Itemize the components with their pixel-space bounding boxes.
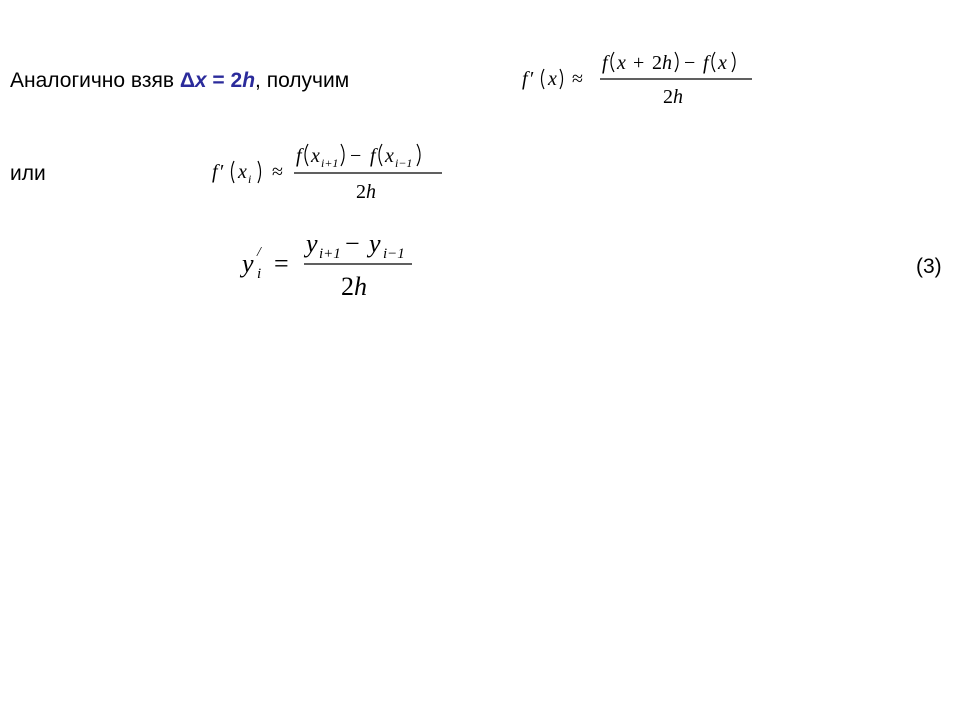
denominator-h: h bbox=[354, 272, 367, 301]
numerator-left-paren-1 bbox=[305, 144, 308, 166]
numerator-right-paren-1 bbox=[675, 52, 678, 72]
numerator-left-paren-2 bbox=[712, 52, 715, 72]
x-variable: x bbox=[238, 161, 247, 183]
numerator-left-paren-1 bbox=[611, 52, 614, 72]
numerator-subscript-1: i+1 bbox=[321, 156, 339, 170]
prime-symbol: ′ bbox=[530, 68, 535, 90]
lhs-y: y bbox=[242, 249, 254, 278]
delta-expression bbox=[180, 69, 255, 92]
numerator-plus: + bbox=[633, 52, 645, 74]
numerator-f1: f bbox=[602, 52, 608, 74]
denominator-two: 2 bbox=[341, 272, 354, 301]
numerator-right-paren-1 bbox=[341, 144, 344, 166]
x-argument: x bbox=[548, 68, 557, 90]
right-paren bbox=[560, 69, 563, 89]
numerator-subscript-2: i−1 bbox=[395, 156, 413, 170]
numerator-f2: f bbox=[370, 145, 376, 167]
numerator-x2: x bbox=[385, 145, 394, 167]
denominator-h: h bbox=[673, 86, 683, 108]
f-symbol: f bbox=[522, 68, 528, 90]
right-paren bbox=[258, 161, 261, 183]
delta-x-variable: x bbox=[194, 69, 207, 92]
equals-sign: = bbox=[274, 249, 289, 278]
approx-symbol: ≈ bbox=[272, 161, 283, 183]
numerator-f1: f bbox=[296, 145, 302, 167]
delta-symbol: Δ bbox=[179, 69, 195, 92]
intro-prefix: Аналогично взяв bbox=[10, 69, 180, 92]
numerator-minus: − bbox=[350, 145, 362, 167]
numerator-y2: y bbox=[369, 229, 381, 258]
numerator-x2: x bbox=[718, 52, 727, 74]
intro-sentence bbox=[10, 70, 349, 91]
numerator-right-paren-2 bbox=[417, 144, 420, 166]
intro-suffix: , получим bbox=[255, 69, 350, 92]
denominator-two: 2 bbox=[663, 86, 673, 108]
f-symbol: f bbox=[212, 161, 218, 183]
numerator-subscript-2: i−1 bbox=[383, 246, 405, 262]
formula-derivative-x bbox=[520, 48, 760, 115]
equals-two: = 2 bbox=[206, 69, 243, 92]
denominator-two: 2 bbox=[356, 181, 366, 203]
prime-symbol: ′ bbox=[220, 161, 225, 183]
numerator-y1: y bbox=[306, 229, 318, 258]
left-paren bbox=[542, 69, 545, 89]
numerator-right-paren-2 bbox=[732, 52, 735, 72]
formula-difference-scheme bbox=[238, 228, 428, 309]
equation-number: (3) bbox=[916, 255, 942, 278]
or-word: или bbox=[10, 162, 46, 185]
numerator-x1: x bbox=[311, 145, 320, 167]
numerator-two: 2 bbox=[652, 52, 662, 74]
subscript-i: i bbox=[257, 266, 262, 282]
formula-difference-scheme-svg bbox=[238, 228, 428, 304]
left-paren bbox=[232, 161, 235, 183]
numerator-left-paren-2 bbox=[379, 144, 382, 166]
numerator-subscript-1: i+1 bbox=[319, 246, 341, 262]
prime-slash: / bbox=[257, 245, 261, 260]
numerator-f2: f bbox=[703, 52, 709, 74]
numerator-minus: − bbox=[345, 229, 360, 258]
numerator-h: h bbox=[662, 52, 672, 74]
numerator-minus: − bbox=[684, 52, 696, 74]
formula-derivative-xi bbox=[210, 140, 450, 209]
numerator-x1: x bbox=[617, 52, 626, 74]
denominator-h: h bbox=[366, 181, 376, 203]
formula-derivative-xi-svg bbox=[210, 140, 450, 204]
h-variable: h bbox=[242, 69, 256, 92]
approx-symbol: ≈ bbox=[572, 68, 583, 90]
subscript-i: i bbox=[248, 172, 252, 186]
formula-derivative-x-svg bbox=[520, 48, 760, 110]
